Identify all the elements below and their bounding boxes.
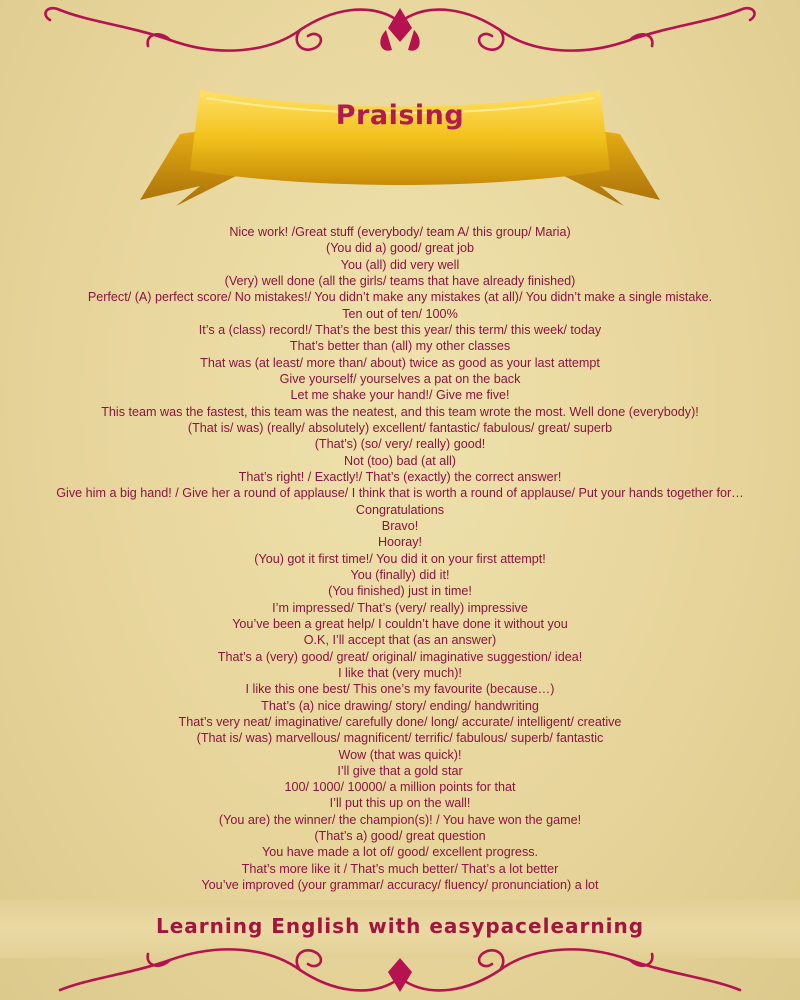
praise-phrase: (You) got it first time!/ You did it on your first attempt!	[254, 551, 546, 566]
praise-phrase: You’ve improved (your grammar/ accuracy/ fluency/ pronunciation) a lot	[201, 878, 599, 893]
praise-phrase: (That is/ was) marvellous/ magnificent/ terrific/ fabulous/ superb/ fantastic	[196, 731, 604, 746]
praise-phrase: Perfect/ (A) perfect score/ No mistakes!/ You didn’t make any mistakes (at all)/ You didn’t make a single mistake.	[87, 290, 713, 305]
praise-phrase: That’s better than (all) my other classes	[289, 339, 511, 354]
praise-phrase: That’s very neat/ imaginative/ carefully done/ long/ accurate/ intelligent/ creative	[178, 714, 622, 729]
praise-phrase: This team was the fastest, this team was the neatest, and this team wrote the most. Well done (everybody)!	[101, 404, 699, 419]
top-flourish-ornament	[0, 0, 800, 70]
praise-phrase: Let me shake your hand!/ Give me five!	[290, 388, 510, 403]
praise-phrase: (Very) well done (all the girls/ teams that have already finished)	[224, 273, 576, 288]
praise-phrase: You have made a lot of/ good/ excellent progress.	[261, 845, 539, 860]
praise-phrase: I’ll give that a gold star	[337, 763, 463, 778]
praise-phrase: (That is/ was) (really/ absolutely) excellent/ fantastic/ fabulous/ great/ superb	[187, 420, 613, 435]
praise-phrase: You’ve been a great help/ I couldn’t have done it without you	[232, 616, 568, 631]
page-title: Praising	[335, 100, 465, 131]
praise-phrase: Give him a big hand! / Give her a round of applause/ I think that is worth a round of applause/ Put your hands together for…	[56, 486, 744, 501]
praise-phrase: Give yourself/ yourselves a pat on the back	[279, 371, 521, 386]
praise-phrase: 100/ 1000/ 10000/ a million points for that	[284, 780, 516, 795]
praise-phrase: Nice work! /Great stuff (everybody/ team A/ this group/ Maria)	[229, 225, 571, 239]
praise-phrase: Ten out of ten/ 100%	[342, 306, 458, 321]
praise-phrase: Wow (that was quick)!	[338, 747, 462, 762]
praise-phrase: You (all) did very well	[340, 257, 460, 272]
praise-phrase: Hooray!	[377, 535, 423, 550]
footer-tagline: Learning English with easypacelearning	[155, 914, 645, 938]
praise-phrase: I’m impressed/ That’s (very/ really) impressive	[272, 600, 528, 615]
praise-phrase: O.K, I’ll accept that (as an answer)	[303, 633, 497, 648]
praise-phrase: That’s a (very) good/ great/ original/ imaginative suggestion/ idea!	[217, 649, 583, 664]
bottom-flourish-ornament	[0, 930, 800, 1000]
praise-phrase: You (finally) did it!	[350, 567, 450, 582]
praise-phrase: Not (too) bad (at all)	[344, 453, 456, 468]
praise-phrase: Congratulations	[355, 502, 445, 517]
praise-phrase: I’ll put this up on the wall!	[329, 796, 471, 811]
praise-phrase: (That’s a) good/ great question	[314, 829, 486, 844]
praise-phrase: I like that (very much)!	[338, 665, 462, 680]
praise-phrase-list	[0, 224, 800, 893]
praise-phrase: (That’s) (so/ very/ really) good!	[314, 437, 486, 452]
praise-phrase: (You are) the winner/ the champion(s)! / You have won the game!	[218, 812, 582, 827]
praise-phrase: That was (at least/ more than/ about) twice as good as your last attempt	[200, 355, 600, 370]
praise-phrase: It’s a (class) record!/ That’s the best this year/ this term/ this week/ today	[198, 322, 602, 337]
praise-phrase: That’s more like it / That’s much better/ That’s a lot better	[241, 861, 559, 876]
praise-phrase: I like this one best/ This one’s my favourite (because…)	[245, 682, 555, 697]
praise-phrase: (You did a) good/ great job	[326, 241, 474, 256]
praise-phrase: (You finished) just in time!	[328, 584, 472, 599]
praise-phrase: That’s (a) nice drawing/ story/ ending/ handwriting	[261, 698, 539, 713]
praise-phrase: That’s right! / Exactly!/ That’s (exactly) the correct answer!	[238, 469, 562, 484]
praise-phrase: Bravo!	[381, 518, 419, 533]
